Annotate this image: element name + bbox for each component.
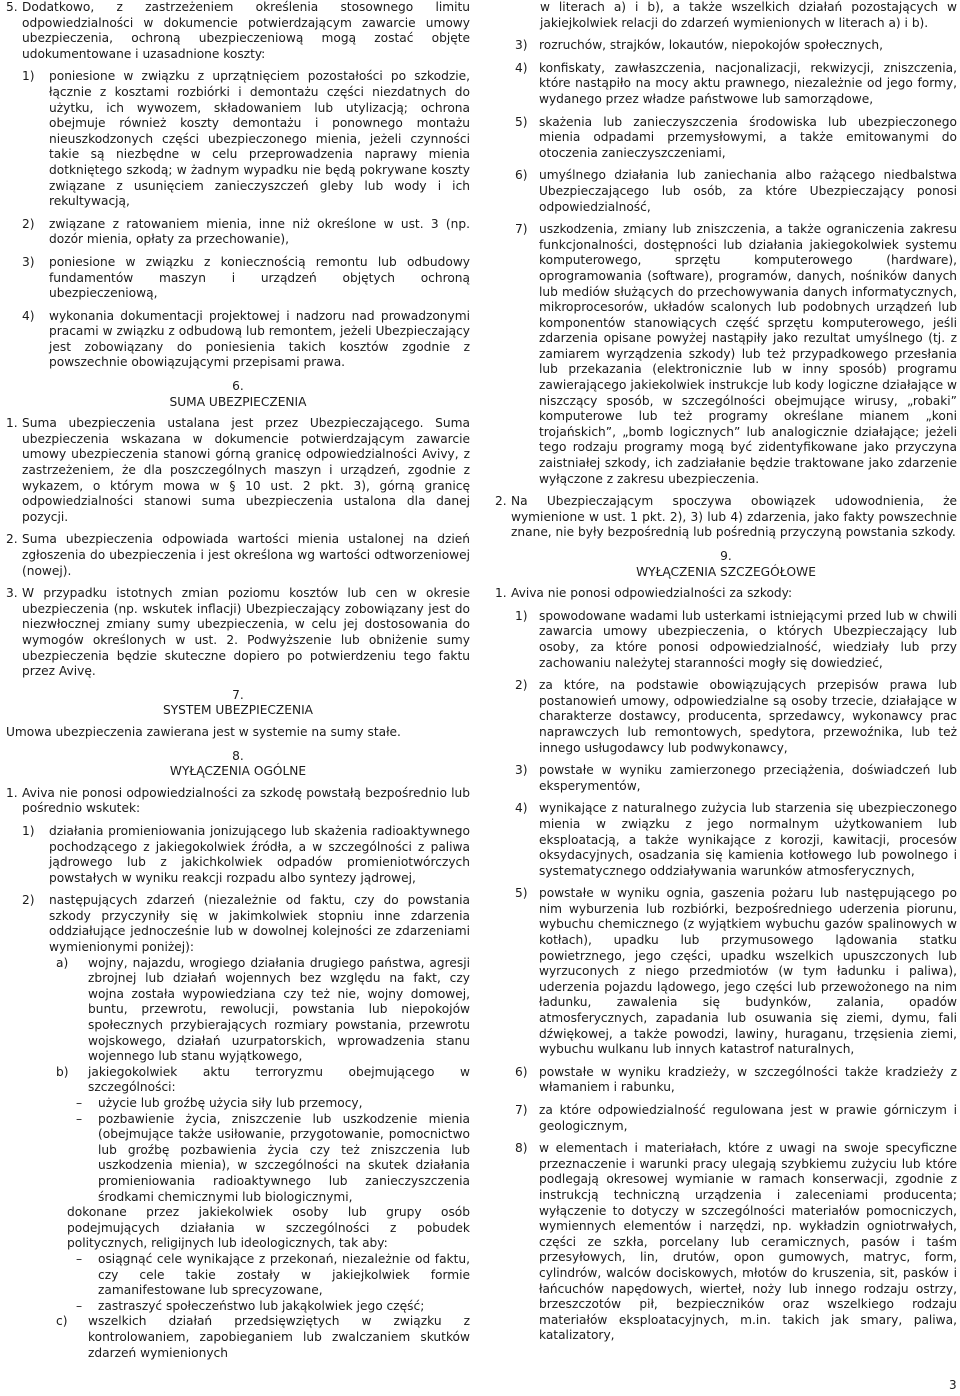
item-number: 2)	[22, 893, 35, 908]
item-number: 8)	[515, 1141, 528, 1156]
list-item	[6, 255, 470, 302]
dash-item	[6, 1096, 470, 1112]
item-text: pozbawienie życia, zniszczenie lub uszkodzenie mienia (obejmujące także usiłowanie, przygotowanie, pomocnictwo lub groźbę pozbawienia życia czy też zniszczenia lub uszkodzenia mienia), w szczególności na skutek działania promieniowania radioaktywnego lub zanieczyszczenia środkami chemicznymi lub biologicznymi,	[98, 1111, 470, 1204]
list-item	[6, 893, 470, 955]
section-title: WYŁĄCZENIA SZCZEGÓŁOWE	[636, 564, 816, 579]
item-number: 3)	[22, 254, 35, 269]
item-text: wynikające z naturalnego zużycia lub starzenia się ubezpieczonego mienia w związku z jego normalnym użytkowaniem lub eksploatacją, a także wynikające z korozji, kawitacji, procesów oksydacyjnych, osadzania się kamienia kotłowego lub powolnego i systematycznego oddziaływania warunków atmosferycznych,	[539, 801, 957, 878]
left-column	[6, 0, 470, 1361]
dash-item	[6, 1112, 470, 1206]
item-text: użycie lub groźbę użycia siły lub przemocy,	[98, 1096, 363, 1110]
section-title: WYŁĄCZENIA OGÓLNE	[169, 764, 307, 779]
item-text: spowodowane wadami lub usterkami istniejącymi przed lub w chwili zawarcia umowy ubezpieczenia, o których Ubezpieczający lub osoby, za które ponosi odpowiedzialność, wiedziały lub przy zachowaniu należytej staranności mogły się dowiedzieć,	[539, 608, 957, 670]
item-number: 1.	[6, 416, 18, 431]
section-heading-8	[6, 749, 470, 780]
item-text: za które, na podstawie obowiązujących przepisów prawa lub postanowień umowy, odpowiedzialne są osoby trzecie, działające w charakterze dostawcy, producenta, sprzedawcy, wykonawcy prac naprawczych lub remontowych, spedytora, przewoźnika, lub też innego usługodawcy lub podwykonawcy,	[539, 678, 957, 755]
item-text: poniesione w związku z koniecznością remontu lub odbudowy fundamentów maszyn i urządzeń objętych ochroną ubezpieczeniową,	[49, 254, 470, 301]
paragraph-number: 5.	[6, 0, 18, 14]
list-item	[495, 763, 957, 794]
list-item	[495, 801, 957, 879]
dash-marker: –	[76, 1251, 83, 1266]
item-number: 7)	[515, 1103, 528, 1117]
item-number: 3)	[515, 763, 528, 778]
item-text: Suma ubezpieczenia odpowiada wartości mienia ustalonej na dzień zgłoszenia do ubezpieczenia i jest określona wg wartości odtworzeniowej (nowej).	[22, 532, 470, 578]
item-text: działania promieniowania jonizującego lub skażenia radioaktywnego pochodzącego z jakiegokolwiek źródła, a w szczególności z paliwa jądrowego lub z jakichkolwiek odpadów promieniotwórczych powstałych w wyniku reakcji rozpadu albo syntezy jądrowej,	[49, 823, 470, 885]
page-number: 3	[949, 1378, 957, 1392]
item-text: wojny, najazdu, wrogiego działania drugiego państwa, agresji zbrojnej lub działań wojennych bez względu na fakt, czy wojna została wypowiedziana czy też nie, wojny domowej, buntu, przewrotu, rewolucji, powstania lub niepokojów społecznych przybierających rozmiary powstania, przewrotu wojskowego, działań uzurpatorskich, wprowadzenia stanu wojennego lub stanu wyjątkowego,	[88, 955, 470, 1064]
section-number: 7.	[232, 687, 244, 702]
item-number: 1)	[22, 69, 35, 84]
item-number: 1)	[22, 823, 35, 838]
item-number: 1)	[515, 608, 528, 623]
dash-item	[6, 1299, 470, 1315]
item-number: 7)	[515, 222, 528, 237]
list-item	[495, 168, 957, 215]
item-text: skażenia lub zanieczyszczenia środowiska lub ubezpieczonego mienia odpadami przemysłowymi, a także emitowanymi do otoczenia zanieczyszczeniami,	[539, 114, 957, 160]
item-text: zastraszyć społeczeństwo lub jakąkolwiek jego część;	[98, 1298, 425, 1313]
item-text: powstałe w wyniku zamierzonego przeciążenia, doświadczeń lub eksperymentów,	[539, 763, 957, 793]
section-7-text: Umowa ubezpieczenia zawierana jest w systemie na sumy stałe.	[6, 724, 401, 739]
list-item	[6, 586, 470, 680]
item-text: Suma ubezpieczenia ustalana jest przez Ubezpieczającego. Suma ubezpieczenia wskazana w dokumencie potwierdzającym zawarcie umowy ubezpieczenia stanowi górną granicę odpowiedzialności Avivy, z zastrzeżeniem, że dla poszczególnych maszyn i urządzeń, zgodnie z wykazem, o którym mowa w § 10 ust. 2 pkt. 3), górną granicę odpowiedzialności stanowi suma ubezpieczenia ustalona dla danej pozycji.	[22, 416, 470, 524]
item-number: 5)	[515, 114, 528, 129]
list-item	[495, 61, 957, 108]
list-item	[495, 115, 957, 162]
item-text: w elementach i materiałach, które z uwagi na swoje specyficzne przeznaczenie i warunki pracy ulegają szybkiemu zużyciu lub które podlegają okresowej wymianie w ramach konserwacji, zgodnie z instrukcją techniczną urządzenia i zaleceniami producenta; wyłączenie to dotyczy w szczególności materiałów pomocniczych, wymiennych elementów i narzędzi, np. wykładzin ogniotrwałych, części ze szkła, porcelany lub ceramicznych, pasów i taśm przesyłowych, lin, drutów, opon gumowych, matryc, form, cylindrów, walców dociskowych, młotów do kruszenia, sit, pasków i łańcuchów napędowych, wierteł, noży lub innego rodzaju ostrzy, brzeszczotów pił, bezpieczników oraz wszelkiego rodzaju materiałów eksploatacyjnych, m.in. takich jak smary, paliwa, katalizatory,	[539, 1141, 957, 1343]
section-heading-6	[6, 379, 470, 410]
item-text: wykonania dokumentacji projektowej i nadzoru nad prowadzonymi pracami w związku z odbudową lub remontem, jeżeli Ubezpieczający jest zobowiązany do poniesienia takich kosztów zgodnie z powszechnie obowiązującymi przepisami prawa.	[49, 308, 470, 370]
item-text: powstałe w wyniku ognia, gaszenia pożaru lub następującego po nim wyburzenia lub rozbiórki, bezpośredniego uderzenia piorunu, wybuchu chemicznego (z wyjątkiem wybuchu gazów spalinowych w kotłach), upadku lub przymusowego lądowania statku powietrznego, jego części, upadku wszelkich upuszczonych lub wyrzuconych z niego przedmiotów (w tym ładunku i paliwa), uderzenia pojazdu lądowego, jego części lub przewożonego na nim ładunku, zawalenia się budynków, zalania, opadów atmosferycznych, zapadania lub osuwania się ziemi, dymu, fali dźwiękowej, a także powodzi, lawiny, huraganu, trzęsienia ziemi, wybuchu wulkanu lub innych katastrof naturalnych,	[539, 886, 957, 1057]
paragraph-number: 1.	[495, 586, 507, 601]
list-item	[495, 1103, 957, 1134]
paragraph-2	[495, 494, 957, 541]
dash-marker: –	[76, 1298, 83, 1313]
paragraph-text: Aviva nie ponosi odpowiedzialności za szkodę powstałą bezpośrednio lub pośrednio wskutek:	[22, 785, 470, 816]
list-item	[495, 678, 957, 756]
list-item	[6, 416, 470, 525]
item-text: rozruchów, strajków, lokautów, niepokojów społecznych,	[539, 38, 883, 53]
list-item	[6, 824, 470, 886]
list-item	[495, 609, 957, 671]
section-heading-9	[495, 549, 957, 580]
paragraph-number: 2.	[495, 494, 507, 509]
item-text: jakiegokolwiek aktu terroryzmu obejmującego w szczególności:	[88, 1064, 470, 1095]
item-text: za które odpowiedzialność regulowana jest w prawie górniczym i geologicznym,	[539, 1103, 957, 1133]
item-text: osiągnąć cele wynikające z przekonań, niezależnie od faktu, czy cele takie zostały w jakiejkolwiek formie zamanifestowane lub sprecyzowane,	[98, 1251, 470, 1298]
item-text: uszkodzenia, zmiany lub zniszczenia, a także ograniczenia zakresu funkcjonalności, dostępności lub działania jakiegokolwiek systemu komputerowego, sprzętu komputerowego (hardware), oprogramowania (software), programów, danych, nośników danych lub mediów służących do przechowywania danych informatycznych, mikroprocesorów, układów scalonych lub podobnych urządzeń lub komponentów stanowiących część sprzętu komputerowego, jeśli zdarzenia opisane powyżej nastąpiły jako rezultat umyślnego (tj. z zamiarem wyrządzenia szkody) lub też przypadkowego przesłania lub przekazania (elektronicznie lub w inny sposób) programu zawierającego jakiekolwiek instrukcje lub kody logiczne działające w niszczący sposób, w szczególności obejmujące wirusy, „robaki” komputerowe lub też programy określane mianem „koni trojańskich”, „bomb logicznych” lub analogicznie działające; jeżeli tego rodzaju programy mogą być zidentyfikowane jako przyczyna zaistniałej szkody, ich zadziałanie będzie traktowane jako zdarzenie wyłączone z zakresu ubezpieczenia.	[539, 222, 957, 486]
item-number: 6)	[515, 1064, 528, 1079]
letter-item-b	[6, 1065, 470, 1096]
list-item	[495, 38, 957, 54]
item-text: wszelkich działań przedsięwziętych w związku z kontrolowaniem, zapobieganiem lub zwalczaniem skutków zdarzeń wymienionych	[88, 1314, 470, 1360]
section-8-paragraph-1	[6, 786, 470, 817]
section-title: SUMA UBEZPIECZENIA	[169, 394, 307, 409]
section-heading-7	[6, 688, 470, 719]
paragraph-text: Aviva nie ponosi odpowiedzialności za szkody:	[511, 586, 793, 601]
section-9-paragraph-1	[495, 586, 957, 602]
item-text: umyślnego działania lub zaniechania albo rażącego niedbalstwa Ubezpieczającego lub osób, za które Ubezpieczający ponosi odpowiedzialność,	[539, 168, 957, 214]
item-text: powstałe w wyniku kradzieży, w szczególności także kradzieży z włamaniem i rabunku,	[539, 1064, 957, 1095]
item-text: związane z ratowaniem mienia, inne niż określone w ust. 3 (np. dozór mienia, opłaty za przechowanie),	[49, 216, 470, 247]
paragraph-text: Na Ubezpieczającym spoczywa obowiązek udowodnienia, że wymienione w ust. 1 pkt. 2), 3) lub 4) zdarzenia, jako fakty powszechnie znane, nie były bezpośrednią lub pośrednią przyczyną powstania szkody.	[511, 494, 957, 540]
item-number: 3.	[6, 586, 18, 601]
item-text: konfiskaty, zawłaszczenia, nacjonalizacji, rekwizycji, zniszczenia, które nastąpiło na mocy aktu prawnego, niezależnie od jego formy, wydanego przez władze państwowe lub samorządowe,	[539, 60, 957, 106]
dash-marker: –	[76, 1111, 83, 1126]
item-number: 2.	[6, 532, 18, 547]
list-item	[6, 309, 470, 371]
section-number: 8.	[232, 748, 244, 763]
continued-text: w literach a) i b), a także wszelkich działań pozostających w jakiejkolwiek relacji do zdarzeń wymienionych w literach a) i b).	[540, 0, 957, 30]
section-number: 9.	[720, 549, 732, 563]
dash-marker: –	[76, 1096, 83, 1110]
letter-item-a	[6, 956, 470, 1065]
paragraph-number: 1.	[6, 785, 18, 800]
paragraph-text: Dodatkowo, z zastrzeżeniem określenia stosownego limitu odpowiedzialności w dokumencie potwierdzającym zawarcie umowy ubezpieczenia, ochroną ubezpieczeniową mogą zostać objęte udokumentowane i uzasadnione koszty:	[22, 0, 470, 61]
item-number: 4)	[22, 308, 35, 323]
right-column	[495, 0, 957, 1344]
item-number: 5)	[515, 886, 528, 901]
list-item	[6, 69, 470, 209]
paragraph-5	[6, 0, 470, 62]
list-item	[495, 222, 957, 487]
letter-b-tail: dokonane przez jakiekolwiek osoby lub grupy osób podejmujących działania w szczególności z pobudek politycznych, religijnych lub ideologicznych, tak aby:	[67, 1205, 470, 1251]
list-item	[495, 1141, 957, 1344]
item-letter: a)	[56, 955, 69, 970]
item-text: poniesione w związku z uprzątnięciem pozostałości po szkodzie, łącznie z kosztami rozbiórki i demontażu części niezdatnych do użytku, ich wywozem, składowaniem lub utylizacją; ochrona obejmuje również koszty demontażu i ponownego montażu nieuszkodzonych części ubezpieczonego mienia, jeżeli czynności takie są niezbędne w celu przeprowadzenia naprawy mienia dotkniętego szkodą; w żadnym wypadku nie będą pokrywane koszty związane z usunięciem zanieczyszczeń gleby lub wody i ich rekultywacją,	[49, 69, 470, 209]
item-number: 2)	[515, 678, 528, 693]
item-letter: c)	[56, 1314, 68, 1329]
list-item	[495, 1065, 957, 1096]
list-item	[6, 217, 470, 248]
item-number: 4)	[515, 60, 528, 75]
item-text: W przypadku istotnych zmian poziomu kosztów lub cen w okresie ubezpieczenia (np. wskutek inflacji) Ubezpieczający zobowiązany jest do niezwłocznej zmiany sumy ubezpieczenia, w celu jej dostosowania do wymogów określonych w ust. 2. Podwyższenie lub obniżenie sumy ubezpieczenia będzie skuteczne dopiero po potwierdzeniu tego faktu przez Avivę.	[22, 586, 470, 679]
list-item	[495, 886, 957, 1058]
item-letter: b)	[56, 1064, 69, 1079]
section-title: SYSTEM UBEZPIECZENIA	[162, 703, 314, 718]
dash-item	[6, 1252, 470, 1299]
letter-item-c	[6, 1314, 470, 1361]
item-text: następujących zdarzeń (niezależnie od faktu, czy do powstania szkody przyczyniły się w jakimkolwiek stopniu inne zdarzenia oddziałujące jednocześnie lub w dowolnej kolejności ze zdarzeniami wymienionymi poniżej):	[49, 893, 470, 955]
item-number: 3)	[515, 38, 528, 53]
item-number: 4)	[515, 801, 528, 816]
section-number: 6.	[232, 379, 244, 394]
item-number: 6)	[515, 168, 528, 183]
item-number: 2)	[22, 216, 35, 231]
list-item	[6, 532, 470, 579]
